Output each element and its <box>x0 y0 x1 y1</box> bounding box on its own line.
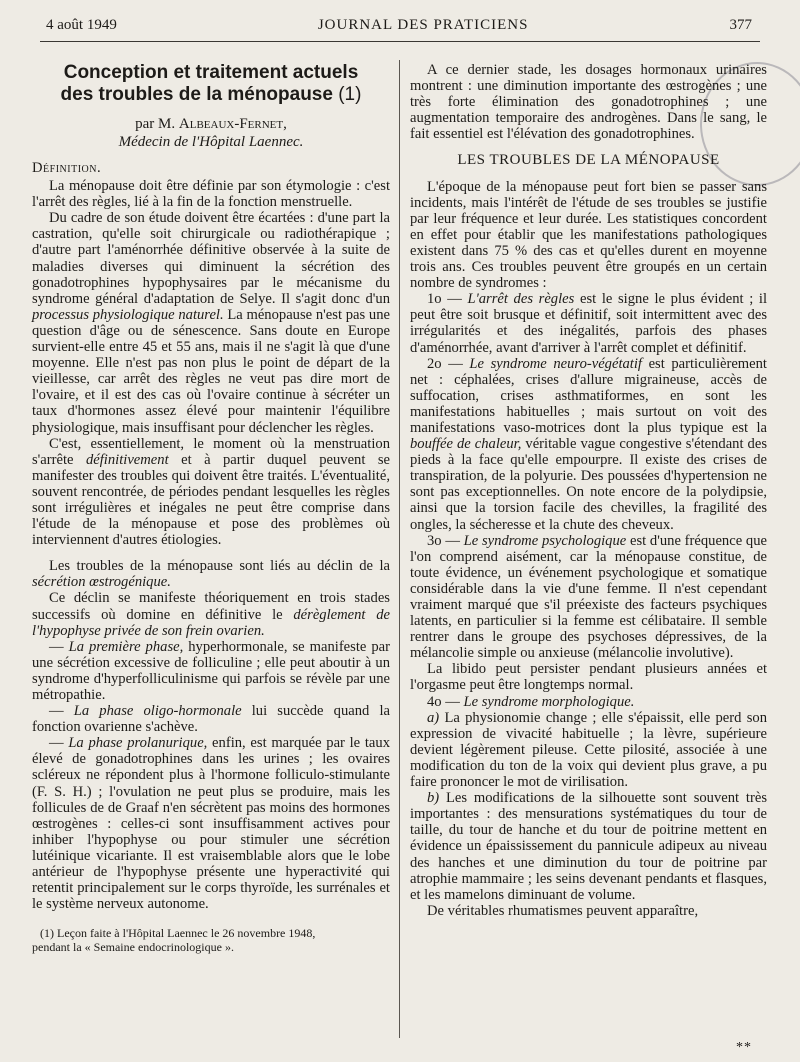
paragraph: C'est, essentiellement, le moment où la menstruation s'arrête définitivement et à partir duquel peuvent se manifester des troubles qui doivent être traités. L'éventualité, souvent rencontrée, de périodes pendant lesquelles les règles sont irrégulières et inégales ne peut être comprise dans l'étude de la ménopause et pose des problèmes où interviennent d'autres étiologies. <box>32 435 390 549</box>
paragraph: b) Les modifications de la silhouette sont souvent très importantes : des mensurations systématiques du tour de taille, du tour de hanche et du tour de poitrine mettent en évidence un épaississement du pannicule adipeux au niveau des hanches et une diminution du tour de poitrine par atrophie mammaire ; les seins devenant pendants et flasques, et les mamelons diminuant de volume. <box>410 790 767 903</box>
column-divider <box>399 60 400 1038</box>
paragraph: a) La physionomie change ; elle s'épaissit, elle perd son expression de vivacité habituelle ; la lèvre, supérieure devient légèrement pileuse. Cette pilosité, associée à une modification du ton de la voix qui devient plus grave, a pu faire prononcer le mot de virilisation. <box>410 709 767 791</box>
journal-title: JOURNAL DES PRATICIENS <box>317 17 529 33</box>
paragraph: La libido peut persister pendant plusieurs années et l'orgasme peut être longtemps normal. <box>410 661 767 694</box>
article-title: Conception et traitement actuels des troubles de la ménopause (1) <box>60 62 362 105</box>
paragraph: Les troubles de la ménopause sont liés au déclin de la sécrétion œstrogénique. <box>32 558 390 591</box>
author-name: Albeaux-Fernet, <box>178 116 287 132</box>
paragraph: La ménopause doit être définie par son étymologie : c'est l'arrêt des règles, lié à la fin de la fonction menstruelle. <box>32 178 390 211</box>
page-number: 377 <box>729 17 752 33</box>
author-affiliation: Médecin de l'Hôpital Laennec. <box>118 134 304 150</box>
issue-date: 4 août 1949 <box>46 17 117 33</box>
footnote: (1) Leçon faite à l'Hôpital Laennec le 26 novembre 1948, pendant la « Semaine endocrinologique ». <box>32 926 316 955</box>
paragraph: — La phase oligo-hormonale lui succède quand la fonction ovarienne s'achève. <box>32 703 390 736</box>
paragraph: 4o — Le syndrome morphologique. <box>427 693 635 710</box>
right-column <box>410 62 767 919</box>
paragraph: 3o — Le syndrome psychologique est d'une fréquence que l'on comprend aisément, car la ménopause constitue, de toute évidence, un événement psychologique et somatique considérable dans la vie d'une femme. Il n'est cependant vraiment marqué que s'il préexiste des facteurs psychiques latents, en particulier si la femme est célibataire. Il semble rentrer dans le groupe des psychoses dépressives, de la mélancolie simple ou anxieuse (mélancolie involutive). <box>410 532 767 662</box>
paragraph: 1o — L'arrêt des règles est le signe le plus évident ; il peut être soit brusque et définitif, soit intermittent avec des irrégularités et des inégalités, parfois des phases d'aménorrhée, avant d'arriver à l'arrêt complet et définitif. <box>410 291 768 356</box>
section-heading: Définition. <box>32 160 102 176</box>
paragraph: Du cadre de son étude doivent être écartées : d'une part la castration, qu'elle soit chirurgicale ou radiothérapique ; d'autre part l'aménorrhée définitive observée à la suite de maladies diverses qui diminuent la sécrétion des gonadotrophines hypophysaires par le mécanisme du syndrome général d'adaptation de Selye. Il s'agit donc d'un processus physiologique naturel. La ménopause n'est pas une question d'âge ou de sénescence. Sans doute en Europe survient-elle entre 45 et 55 ans, mais il ne s'agit là que d'une moyenne. Elle n'est pas non plus le point de départ de la vieillesse, car arrêt des règles ne veut pas dire mort de l'ovaire, et il est des cas où l'ovaire continue à sécréter un taux d'hormones assez élevé pour maintenir l'équilibre physiologique, mais insuffisant pour déclencher les règles. <box>32 210 390 436</box>
left-column <box>32 62 390 954</box>
paragraph: L'époque de la ménopause peut fort bien se passer sans incidents, mais l'intérêt de l'étude de ses troubles se justifie par leur fréquence et leur durée. Les statistiques concordent en effet pour établir que les manifestations pathologiques existent dans 75 % des cas et qu'elles durent en moyenne trois ans. Ces troubles peuvent être groupés en un certain nombre de syndromes : <box>410 178 767 292</box>
paragraph: Ce déclin se manifeste théoriquement en trois stades successifs où domine en définitive le dérèglement de l'hypophyse privée de son frein ovarien. <box>32 590 390 639</box>
page-header <box>46 17 752 37</box>
paragraph: — La phase prolanurique, enfin, est marquée par le taux élevé de gonadotrophines dans les urines ; les ovaires scléreux ne répondent plus à l'hormone folliculo-stimulante (F. S. H.) ; l'ovulation ne peut plus se produire, mais les follicules de de Graaf n'en sécrètent pas moins des hormones œstrogènes : celles-ci sont insuffisamment actives pour inhiber l'hypophyse ou pour stimuler une sécrétion lutéinique vicariante. Il est vraisemblable alors que le lobe antérieur de l'hypophyse présente une hyperactivité qui retentit principalement sur le corps thyroïde, les surrénales et le système nerveux autonome. <box>32 735 391 913</box>
paragraph: 2o — Le syndrome neuro-végétatif est particulièrement net : céphalées, crises d'allure migraineuse, accès de suffocation, crises asthmatiformes, en sont les manifestations habituelles ; mais surtout on voit des manifestations vaso-motrices dont la plus typique est la bouffée de chaleur, véritable vague congestive s'étendant des pieds à la face qu'elle empourpre. Il existe des crises de transpiration, de la polyurie. Des poussées d'hypertension ne sont pas exceptionnelles. On note encore de la polydipsie, ainsi que la torsion facile des chevilles, la fragilité des ongles, la sécheresse et la chute des cheveux. <box>410 355 767 533</box>
author-line: par M. Albeaux-Fernet, <box>135 116 287 132</box>
paragraph: — La première phase, hyperhormonale, se manifeste par une sécrétion excessive de folliculine ; elle peut aboutir à un syndrome d'hyperfolliculinisme qui parfois se révèle par une métropathie. <box>32 638 390 703</box>
page-ornament: ** <box>736 1040 752 1055</box>
section-heading: LES TROUBLES DE LA MÉNOPAUSE <box>457 152 720 169</box>
header-rule <box>40 41 760 42</box>
paragraph: De véritables rhumatismes peuvent apparaître, <box>427 902 699 919</box>
paragraph: A ce dernier stade, les dosages hormonaux urinaires montrent : une diminution importante des œstrogènes ; une très forte élimination des gonadotrophines ; une augmentation temporaire des androgènes. Dans le sang, le fait essentiel est l'élévation des gonadotrophines. <box>410 62 767 143</box>
